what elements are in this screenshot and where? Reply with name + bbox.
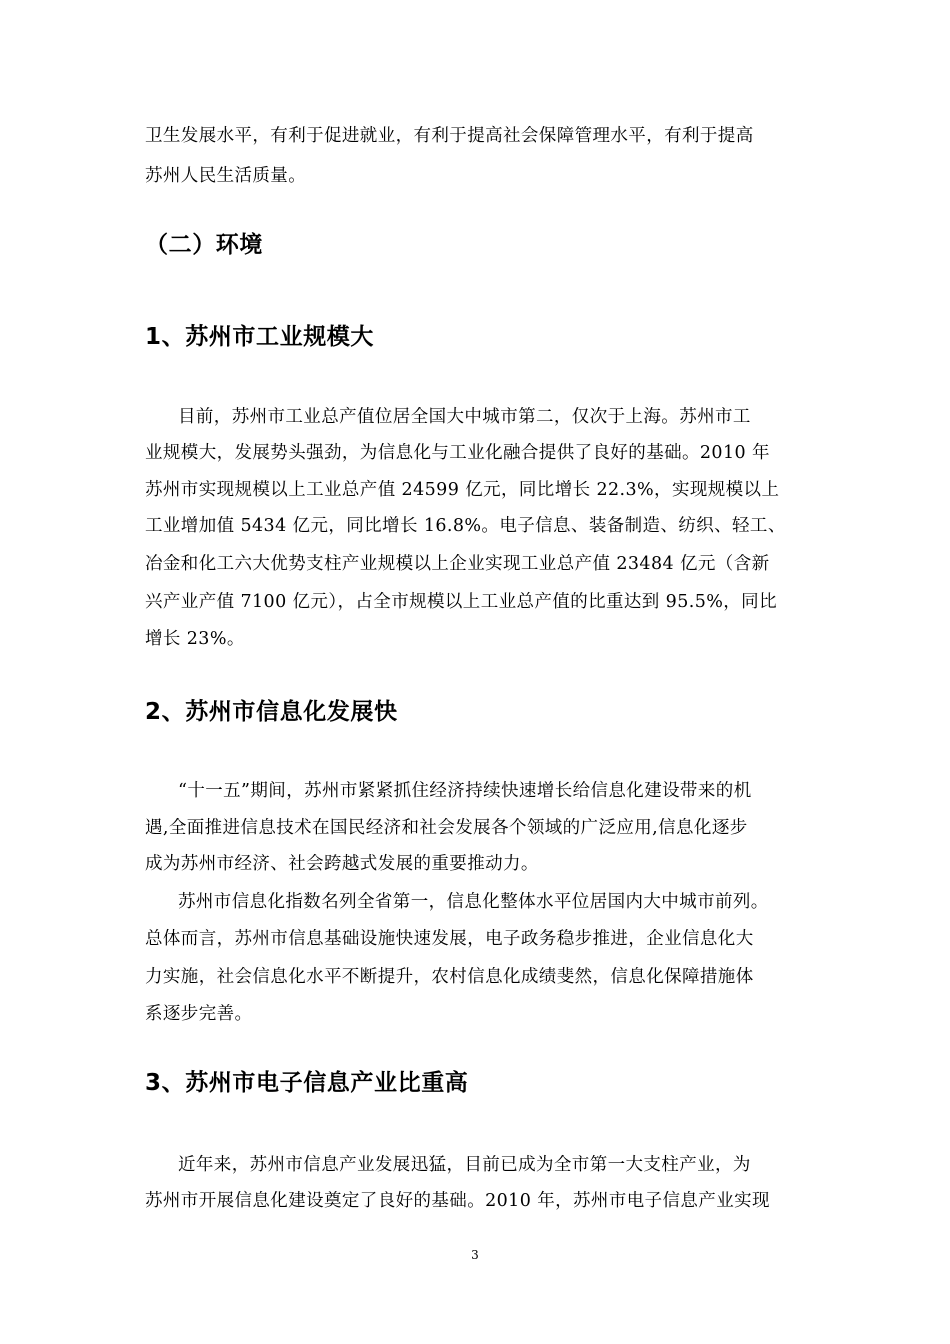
paragraph-line: 成为苏州市经济、社会跨越式发展的重要推动力。: [145, 854, 539, 874]
subsection-heading-3: 3、苏州市电子信息产业比重高: [145, 1070, 469, 1096]
section-heading-environment: （二）环境: [145, 232, 263, 258]
paragraph-line: 冶金和化工六大优势支柱产业规模以上企业实现工业总产值 23484 亿元（含新: [145, 554, 770, 574]
paragraph-line: 目前，苏州市工业总产值位居全国大中城市第二，仅次于上海。苏州市工: [178, 407, 751, 427]
paragraph-line: 苏州市开展信息化建设奠定了良好的基础。2010 年，苏州市电子信息产业实现: [145, 1191, 770, 1211]
paragraph-line: 近年来，苏州市信息产业发展迅猛，目前已成为全市第一大支柱产业，为: [178, 1155, 751, 1175]
paragraph-line: 业规模大，发展势头强劲，为信息化与工业化融合提供了良好的基础。2010 年: [145, 443, 770, 463]
paragraph-line: 工业增加值 5434 亿元，同比增长 16.8%。电子信息、装备制造、纺织、轻工、: [145, 516, 786, 536]
paragraph-line: 兴产业产值 7100 亿元），占全市规模以上工业总产值的比重达到 95.5%，同比: [145, 592, 777, 612]
intro-line-2: 苏州人民生活质量。: [145, 166, 307, 186]
subsection-heading-2: 2、苏州市信息化发展快: [145, 699, 398, 725]
paragraph-line: 增长 23%。: [145, 629, 245, 649]
paragraph-line: 遇,全面推进信息技术在国民经济和社会发展各个领域的广泛应用,信息化逐步: [145, 818, 748, 838]
paragraph-line: 力实施，社会信息化水平不断提升，农村信息化成绩斐然，信息化保障措施体: [145, 967, 754, 987]
paragraph-line: 苏州市实现规模以上工业总产值 24599 亿元，同比增长 22.3%，实现规模以上: [145, 480, 780, 500]
subsection-heading-1: 1、苏州市工业规模大: [145, 324, 375, 350]
paragraph-line: 苏州市信息化指数名列全省第一，信息化整体水平位居国内大中城市前列。: [178, 892, 769, 912]
intro-line-1: 卫生发展水平，有利于促进就业，有利于提高社会保障管理水平，有利于提高: [145, 126, 754, 146]
page-number: 3: [471, 1248, 479, 1262]
paragraph-line: 总体而言，苏州市信息基础设施快速发展，电子政务稳步推进，企业信息化大: [145, 929, 754, 949]
paragraph-line: “十一五”期间，苏州市紧紧抓住经济持续快速增长给信息化建设带来的机: [178, 781, 752, 801]
paragraph-line: 系逐步完善。: [145, 1004, 253, 1024]
